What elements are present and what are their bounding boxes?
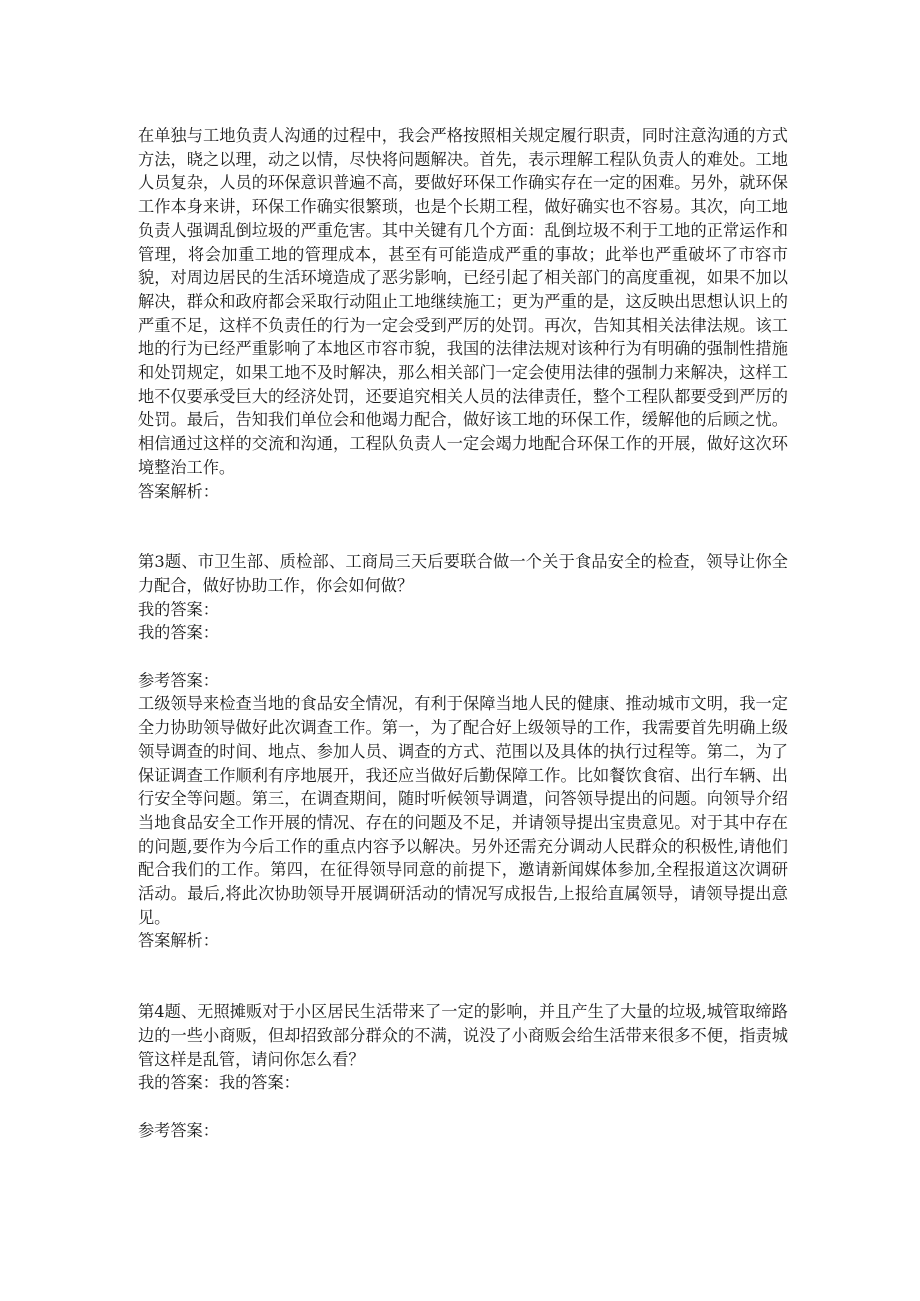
reference-answer-label: 参考答案： (138, 1120, 219, 1140)
my-answer-label: 我的答案：我的答案： (138, 1073, 300, 1093)
my-answer-label: 我的答案： (138, 599, 219, 619)
reference-answer-text: 工级领导来检查当地的食品安全情况，有利于保障当地人民的健康、推动城市文明，我一定全力协助领导做好此次调查工作。第一，为了配合好上级领导的工作，我需要首先明确上级领导调查的时间、地点、参加人员、调查的方式、范围以及具体的执行过程等。第二，为了保证调查工作顺利有序地展开，我还应当做好后勤保障工作。比如餐饮食宿、出行车辆、出行安全等问题。第三，在调查期间，随时听候领导调遣，问答领导提出的问题。向领导介绍当地食品安全工作开展的情况、存在的问题及不足，并请领导提出宝贵意见。对于其中存在的问题,要作为今后工作的重点内容予以解决。另外还需充分调动人民群众的积极性,请他们配合我们的工作。第四，在征得领导同意的前提下，邀请新闻媒体参加,全程报道这次调研活动。最后,将此次协助领导开展调研活动的情况写成报告,上报给直属领导，请领导提出意见。 (138, 694, 788, 927)
question-4-text: 第4题、无照摊贩对于小区居民生活带来了一定的影响，并且产生了大量的垃圾,城管取缔路边的一些小商贩，但却招致部分群众的不满，说没了小商贩会给生活带来很多不便，指责城管这样是乱管，请问你怎么看？ (138, 1002, 788, 1069)
spacer (138, 953, 788, 1000)
answer-text-section2: 在单独与工地负责人沟通的过程中，我会严格按照相关规定履行职责，同时注意沟通的方式方法，晓之以理，动之以情，尽快将问题解决。首先，表示理解工程队负责人的难处。工地人员复杂，人员的环保意识普遍不高，要做好环保工作确实存在一定的困难。另外，就环保工作本身来讲，环保工作确实很繁琐，也是个长期工程，做好确实也不容易。其次，向工地负责人强调乱倒垃圾的严重危害。其中关键有几个方面：乱倒垃圾不利于工地的正常运作和管理，将会加重工地的管理成本，甚至有可能造成严重的事故；此举也严重破坏了市容市貌，对周边居民的生活环境造成了恶劣影响，已经引起了相关部门的高度重视，如果不加以解决，群众和政府都会采取行动阻止工地继续施工；更为严重的是，这反映出思想认识上的严重不足，这样不负责任的行为一定会受到严厉的处罚。再次，告知其相关法律法规。该工地的行为已经严重影响了本地区市容市貌，我国的法律法规对该种行为有明确的强制性措施和处罚规定，如果工地不及时解决，那么相关部门一定会使用法律的强制力来解决，这样工地不仅要承受巨大的经济处罚，还要追究相关人员的法律责任，整个工程队都要受到严厉的处罚。最后，告知我们单位会和他竭力配合，做好该工地的环保工作，缓解他的后顾之忧。相信通过这样的交流和沟通，工程队负责人一定会竭力地配合环保工作的开展，做好这次环境整治工作。 (138, 126, 788, 477)
reference-answer-label: 参考答案： (138, 670, 219, 690)
my-answer-label: 我的答案： (138, 623, 219, 643)
answer-analysis-label: 答案解析： (138, 931, 219, 951)
answer-analysis-label: 答案解析： (138, 481, 219, 501)
spacer (138, 645, 788, 669)
spacer (138, 1095, 788, 1119)
spacer (138, 503, 788, 550)
question-3-text: 第3题、市卫生部、质检部、工商局三天后要联合做一个关于食品安全的检查，领导让你全力配合，做好协助工作，你会如何做？ (138, 552, 788, 595)
document-page (138, 124, 788, 1142)
